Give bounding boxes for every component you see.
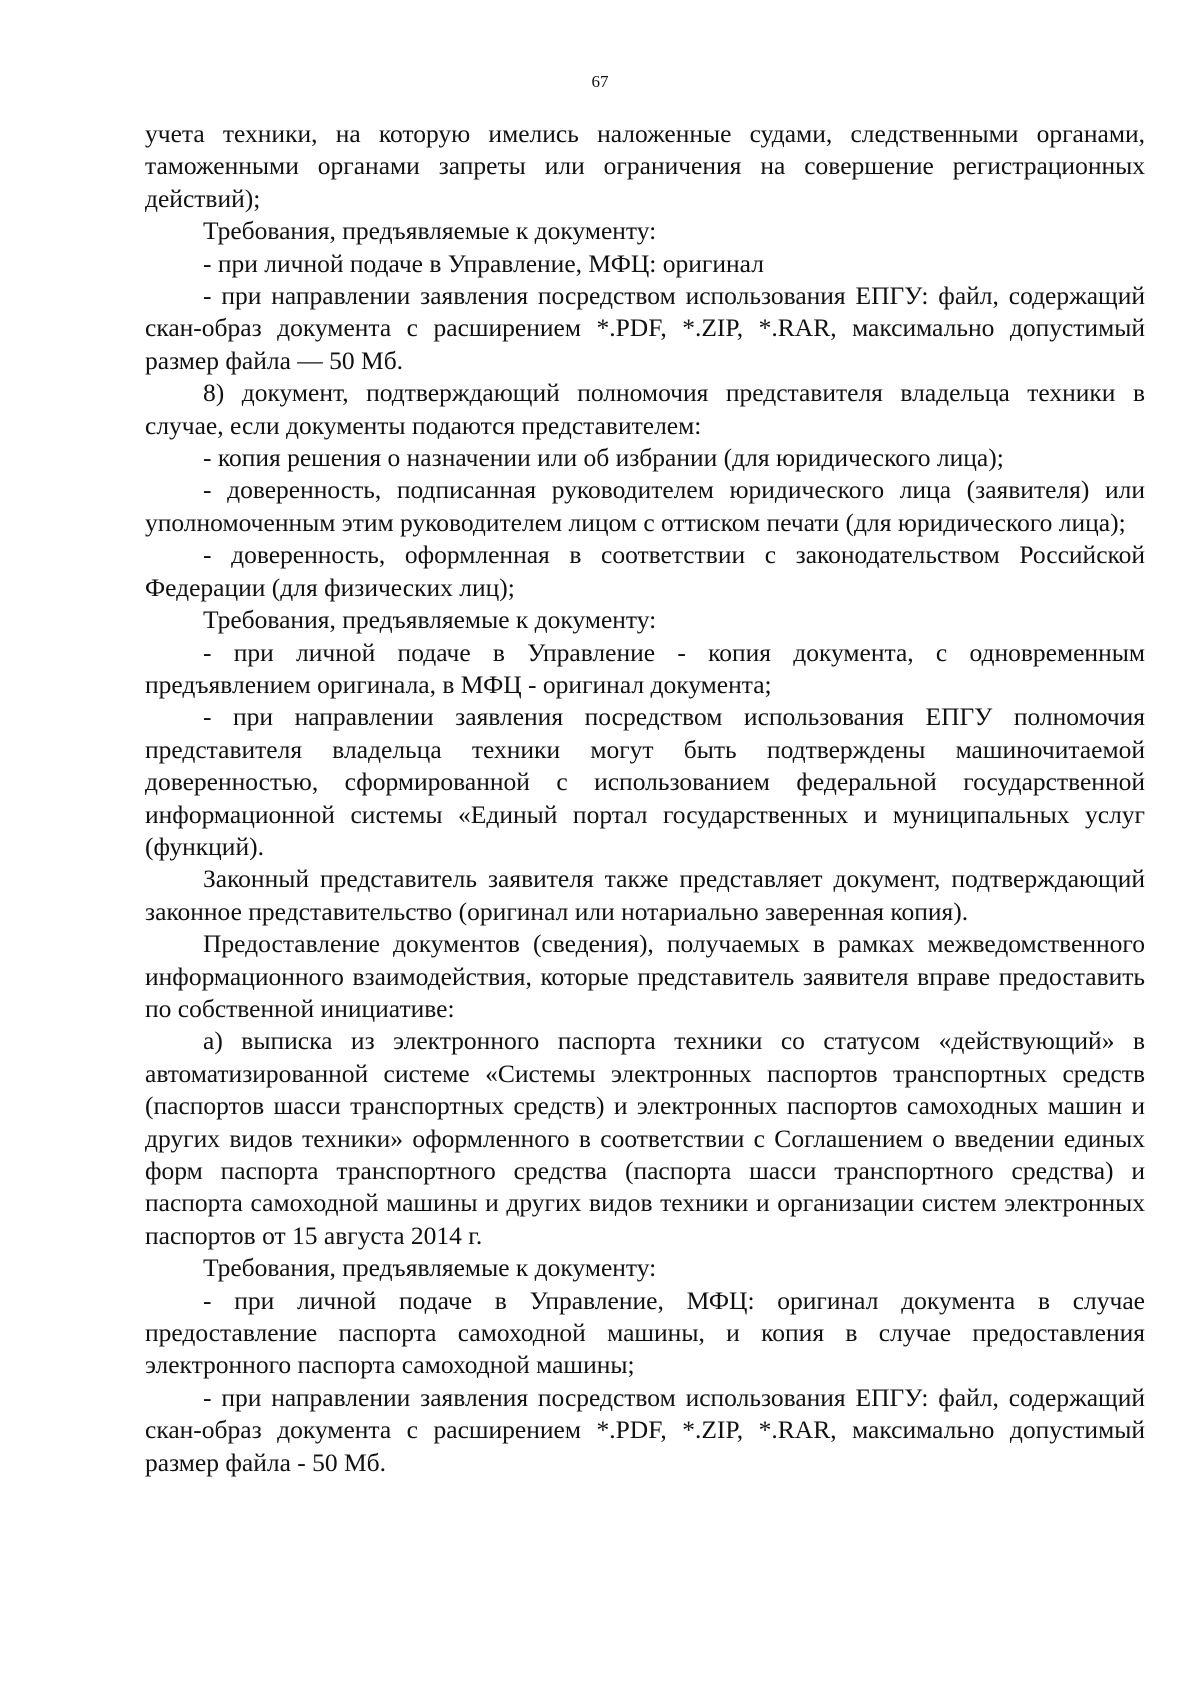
paragraph: - копия решения о назначении или об избрании (для юридического лица); — [203, 443, 1004, 473]
page-number: 67 — [591, 72, 609, 91]
paragraph: - доверенность, подписанная руководителем юридического лица (заявителя) или уполномоченным этим руководителем лицом с оттиском печати (для юридического лица); — [145, 475, 1145, 537]
document-body — [145, 118, 1145, 1479]
paragraph: Предоставление документов (сведения), получаемых в рамках межведомственного информационного взаимодействия, которые представитель заявителя вправе предоставить по собственной инициативе: — [145, 929, 1145, 1023]
paragraph: - при направлении заявления посредством использования ЕПГУ: файл, содержащий скан-образ документа с расширением *.PDF, *.ZIP, *.RAR, максимально допустимый размер файла — 50 Мб. — [145, 281, 1145, 375]
paragraph: Законный представитель заявителя также представляет документ, подтверждающий законное представительство (оригинал или нотариально заверенная копия). — [145, 864, 1145, 926]
paragraph: - при направлении заявления посредством использования ЕПГУ полномочия представителя владельца техники могут быть подтверждены машиночитаемой доверенностью, сформированной с использованием федеральной государственной информационной системы «Единый портал государственных и муниципальных услуг (функций). — [145, 702, 1145, 861]
paragraph: Требования, предъявляемые к документу: — [203, 1253, 657, 1283]
paragraph: - при личной подаче в Управление, МФЦ: оригинал — [203, 248, 764, 278]
paragraph: Требования, предъявляемые к документу: — [203, 216, 657, 246]
paragraph: 8) документ, подтверждающий полномочия представителя владельца техники в случае, если документы подаются представителем: — [145, 378, 1145, 440]
paragraph: - при личной подаче в Управление, МФЦ: оригинал документа в случае предоставление паспорта самоходной машины, и копия в случае предоставления электронного паспорта самоходной машины; — [145, 1285, 1145, 1380]
paragraph: а) выписка из электронного паспорта техники со статусом «действующий» в автоматизированной системе «Системы электронных паспортов транспортных средств (паспортов шасси транспортных средств) и электронных паспортов самоходных машин и других видов техники» оформленного в соответствии с Соглашением о введении единых форм паспорта транспортного средства (паспорта шасси транспортного средства) и паспорта самоходной машины и других видов техники и организации систем электронных паспортов от 15 августа 2014 г. — [145, 1026, 1145, 1250]
paragraph: - при направлении заявления посредством использования ЕПГУ: файл, содержащий скан-образ документа с расширением *.PDF, *.ZIP, *.RAR, максимально допустимый размер файла - 50 Мб. — [145, 1382, 1145, 1477]
paragraph: учета техники, на которую имелись наложенные судами, следственными органами, таможенными органами запреты или ограничения на совершение регистрационных действий); — [145, 119, 1145, 213]
paragraph: - при личной подаче в Управление - копия документа, с одновременным предъявлением оригинала, в МФЦ - оригинал документа; — [145, 637, 1145, 699]
paragraph: Требования, предъявляемые к документу: — [203, 605, 657, 635]
paragraph: - доверенность, оформленная в соответствии с законодательством Российской Федерации (для физических лиц); — [145, 540, 1145, 602]
